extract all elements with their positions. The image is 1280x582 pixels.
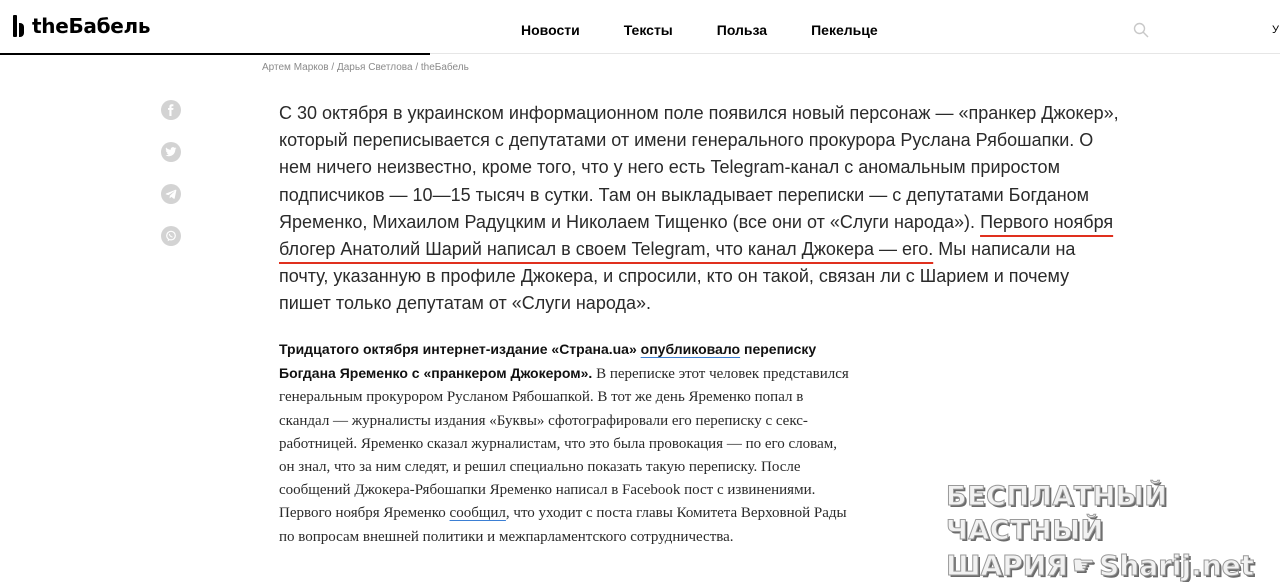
site-header [0, 0, 1280, 54]
watermark-line1: БЕСПЛАТНЫЙ ЧАСТНЫЙ [946, 481, 1168, 546]
paragraph-text-1: В переписке этот человек представился генеральным прокурором Русланом Рябошапкой. В тот же день Яременко попал в скандал — журналисты издания «Буквы» сфотографировали его переписку с секс-работницей. Яременко сказал журналистам, что это была провокация — по его словам, он знал, что за ним следят, и решил специально показать такую переписку. После сообщений Джокера-Рябошапки Яременко написал в Facebook пост с извинениями. Первого ноября Яременко [279, 366, 849, 522]
twitter-icon[interactable] [161, 142, 181, 162]
watermark-line2-right: Sharij.net [1099, 549, 1255, 582]
nav-item-benefit[interactable]: Польза [716, 22, 768, 38]
paragraph-bold-end: переписку Богдана Яременко с «пранкером Джокером». [279, 341, 817, 382]
watermark-line2 [946, 548, 1256, 582]
lead-text-part1: С 30 октября в украинском информационном поле появился новый персонаж — «пранкер Джокер», который переписывается с депутатами от имени генерального прокурора Руслана Рябошапки. О нем ничего неизвестно, кроме того, что у него есть Telegram-канал с аномальным приростом подписчиков — 10—15 тысяч в сутки. Там он выкладывает переписки — с депутатами Богданом Яременко, Михаилом Радуцким и Николаем Тищенко (все они от «Слуги народа»). [279, 103, 1119, 232]
facebook-icon[interactable] [161, 100, 181, 120]
header-cutoff-text[interactable]: У [1272, 24, 1279, 36]
logo-text: theБабель [32, 14, 151, 38]
logo-mark-icon [12, 15, 26, 37]
watermark [946, 480, 1256, 582]
link-soobshchil[interactable]: сообщил [449, 505, 506, 522]
link-opublikovalo[interactable]: опубликовало [640, 341, 741, 357]
watermark-line2-left: ШАРИЯ [946, 549, 1068, 582]
article-paragraph [279, 338, 849, 549]
site-logo[interactable] [12, 14, 150, 38]
nav-item-news[interactable]: Новости [521, 22, 580, 38]
nav-item-texts[interactable]: Тексты [623, 22, 673, 38]
main-nav [521, 22, 922, 38]
viber-icon[interactable] [161, 226, 181, 246]
telegram-icon[interactable] [161, 184, 181, 204]
nav-item-pekeltse[interactable]: Пекельце [811, 22, 878, 38]
paragraph-text-2: , что уходит с поста главы Комитета Верховной Рады по вопросам внешней политики и межпарламентского сотрудничества. [279, 505, 847, 545]
lead-underlined-highlight: Первого ноября блогер Анатолий Шарий написал в своем Telegram, что канал Джокера — его. [279, 211, 1114, 260]
article-lead [279, 100, 1124, 318]
reading-progress-bar [0, 53, 430, 55]
lead-text-part2: Мы написали на почту, указанную в профиле Джокера, и спросили, кто он такой, связан ли с Шарием и почему пишет только депутатам от «Слуги народа». [279, 239, 1076, 314]
paragraph-bold-start: Тридцатого октября интернет-издание «Страна.ua» [279, 341, 641, 357]
search-icon[interactable] [1133, 22, 1149, 38]
pointing-hand-icon: ☛ [1071, 551, 1096, 581]
photo-credit: Артем Марков / Дарья Светлова / theБабель [262, 62, 469, 73]
